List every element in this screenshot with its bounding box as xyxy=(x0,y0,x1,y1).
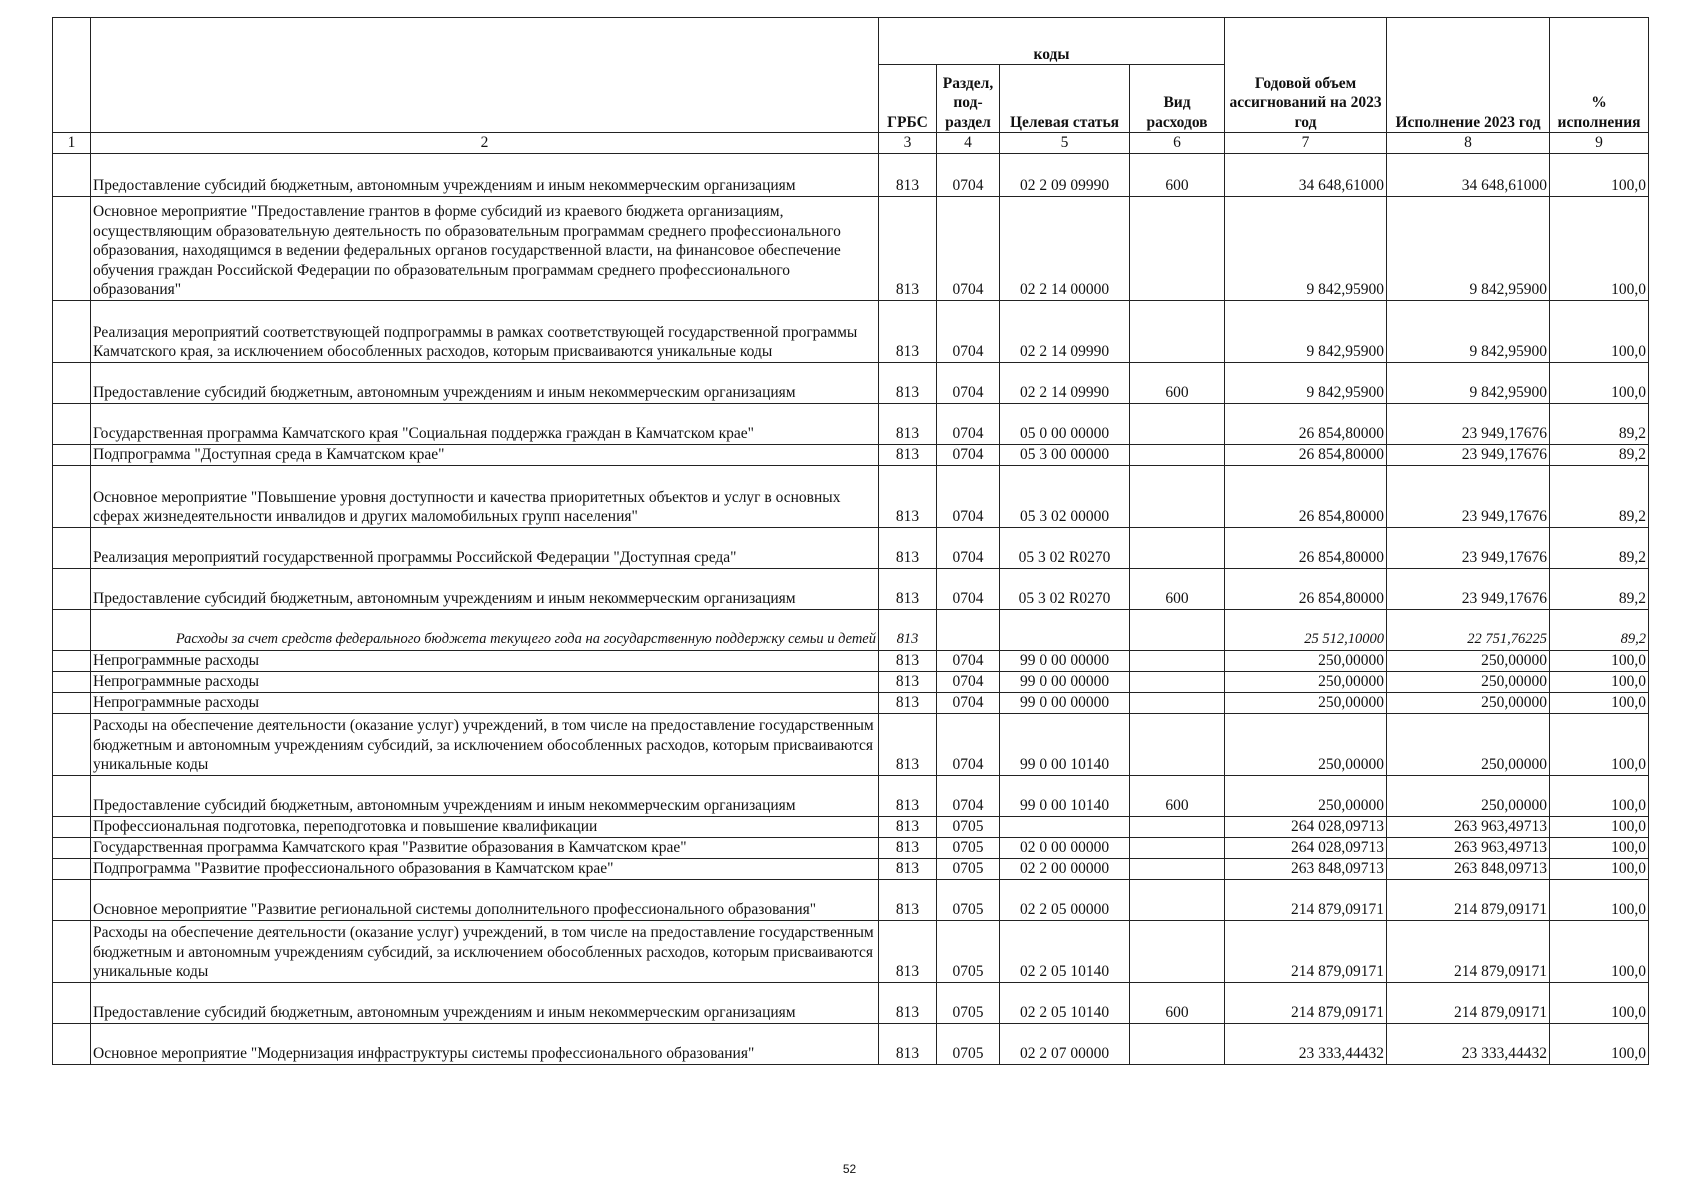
row-execution: 23 333,44432 xyxy=(1387,1023,1550,1064)
row-target: 99 0 00 00000 xyxy=(1000,692,1130,713)
row-target: 99 0 00 10140 xyxy=(1000,713,1130,775)
row-section: 0705 xyxy=(937,920,1000,982)
row-annual-volume: 26 854,80000 xyxy=(1225,568,1387,609)
row-name: Непрограммные расходы xyxy=(91,671,879,692)
column-number: 1 xyxy=(53,133,91,154)
row-expense-type xyxy=(1130,527,1225,568)
page-number: 52 xyxy=(842,1162,857,1176)
row-execution: 250,00000 xyxy=(1387,671,1550,692)
row-annual-volume: 25 512,10000 xyxy=(1225,609,1387,650)
row-execution: 34 648,61000 xyxy=(1387,153,1550,196)
header-col-1 xyxy=(53,18,91,133)
row-annual-volume: 250,00000 xyxy=(1225,713,1387,775)
header-codes: коды xyxy=(879,18,1225,65)
row-annual-volume: 264 028,09713 xyxy=(1225,816,1387,837)
row-execution: 263 963,49713 xyxy=(1387,837,1550,858)
row-grbs: 813 xyxy=(879,609,937,650)
row-target xyxy=(1000,609,1130,650)
row-index-cell xyxy=(53,527,91,568)
row-section: 0704 xyxy=(937,692,1000,713)
row-section: 0704 xyxy=(937,444,1000,465)
row-target: 99 0 00 10140 xyxy=(1000,775,1130,816)
row-execution: 214 879,09171 xyxy=(1387,920,1550,982)
row-grbs: 813 xyxy=(879,568,937,609)
row-expense-type xyxy=(1130,671,1225,692)
row-grbs: 813 xyxy=(879,300,937,362)
column-number: 3 xyxy=(879,133,937,154)
row-name: Государственная программа Камчатского края "Социальная поддержка граждан в Камчатском крае" xyxy=(91,403,879,444)
table-row xyxy=(53,153,1649,196)
table-row xyxy=(53,650,1649,671)
row-grbs: 813 xyxy=(879,775,937,816)
row-percent: 100,0 xyxy=(1550,982,1649,1023)
row-annual-volume: 9 842,95900 xyxy=(1225,362,1387,403)
row-index-cell xyxy=(53,671,91,692)
row-index-cell xyxy=(53,837,91,858)
row-target: 02 2 05 00000 xyxy=(1000,879,1130,920)
table-row xyxy=(53,879,1649,920)
row-grbs: 813 xyxy=(879,650,937,671)
row-section: 0704 xyxy=(937,775,1000,816)
header-row-top xyxy=(53,18,1649,65)
row-expense-type xyxy=(1130,444,1225,465)
row-percent: 100,0 xyxy=(1550,196,1649,300)
row-name: Реализация мероприятий соответствующей подпрограммы в рамках соответствующей государственной программы Камчатского края, за исключением обособленных расходов, которым присваиваются уникальные коды xyxy=(91,300,879,362)
row-percent: 100,0 xyxy=(1550,713,1649,775)
row-annual-volume: 23 333,44432 xyxy=(1225,1023,1387,1064)
table-row xyxy=(53,527,1649,568)
table-row xyxy=(53,920,1649,982)
row-name: Расходы за счет средств федерального бюджета текущего года на государственную поддержку семьи и детей xyxy=(91,609,879,650)
table-row xyxy=(53,362,1649,403)
row-grbs: 813 xyxy=(879,465,937,527)
row-execution: 23 949,17676 xyxy=(1387,527,1550,568)
row-execution: 250,00000 xyxy=(1387,692,1550,713)
row-grbs: 813 xyxy=(879,858,937,879)
row-execution: 263 963,49713 xyxy=(1387,816,1550,837)
row-execution: 263 848,09713 xyxy=(1387,858,1550,879)
row-expense-type xyxy=(1130,465,1225,527)
row-expense-type xyxy=(1130,713,1225,775)
table-row xyxy=(53,444,1649,465)
row-annual-volume: 264 028,09713 xyxy=(1225,837,1387,858)
header-col-2 xyxy=(91,18,879,133)
row-name: Непрограммные расходы xyxy=(91,692,879,713)
row-name: Расходы на обеспечение деятельности (оказание услуг) учреждений, в том числе на предоставление государственным бюджетным и автономным учреждениям субсидий, за исключением обособленных расходов, которым присваиваются уникальные коды xyxy=(91,920,879,982)
row-grbs: 813 xyxy=(879,713,937,775)
row-name: Основное мероприятие "Повышение уровня доступности и качества приоритетных объектов и услуг в основных сферах жизнедеятельности инвалидов и других маломобильных групп населения" xyxy=(91,465,879,527)
row-target: 02 2 09 09990 xyxy=(1000,153,1130,196)
row-percent: 100,0 xyxy=(1550,837,1649,858)
header-grbs: ГРБС xyxy=(879,65,937,133)
column-number: 9 xyxy=(1550,133,1649,154)
column-number: 8 xyxy=(1387,133,1550,154)
row-grbs: 813 xyxy=(879,837,937,858)
row-target: 02 2 14 00000 xyxy=(1000,196,1130,300)
row-execution: 23 949,17676 xyxy=(1387,444,1550,465)
row-section: 0704 xyxy=(937,527,1000,568)
row-target: 02 2 14 09990 xyxy=(1000,362,1130,403)
row-name: Подпрограмма "Развитие профессионального образования в Камчатском крае" xyxy=(91,858,879,879)
header-expense-type: Вид расходов xyxy=(1130,65,1225,133)
row-percent: 89,2 xyxy=(1550,403,1649,444)
row-expense-type xyxy=(1130,403,1225,444)
row-execution: 250,00000 xyxy=(1387,650,1550,671)
row-name: Непрограммные расходы xyxy=(91,650,879,671)
row-expense-type xyxy=(1130,920,1225,982)
row-target: 05 3 02 00000 xyxy=(1000,465,1130,527)
row-index-cell xyxy=(53,362,91,403)
row-expense-type: 600 xyxy=(1130,153,1225,196)
row-section: 0705 xyxy=(937,837,1000,858)
row-section: 0705 xyxy=(937,816,1000,837)
row-annual-volume: 26 854,80000 xyxy=(1225,444,1387,465)
table-row xyxy=(53,300,1649,362)
row-name: Реализация мероприятий государственной программы Российской Федерации "Доступная среда" xyxy=(91,527,879,568)
row-index-cell xyxy=(53,300,91,362)
row-percent: 100,0 xyxy=(1550,692,1649,713)
row-percent: 100,0 xyxy=(1550,300,1649,362)
row-annual-volume: 250,00000 xyxy=(1225,650,1387,671)
header-annual-volume: Годовой объем ассигнований на 2023 год xyxy=(1225,18,1387,133)
row-percent: 89,2 xyxy=(1550,568,1649,609)
row-execution: 9 842,95900 xyxy=(1387,196,1550,300)
row-target: 05 3 02 R0270 xyxy=(1000,527,1130,568)
table-row xyxy=(53,858,1649,879)
column-number: 2 xyxy=(91,133,879,154)
table-row xyxy=(53,1023,1649,1064)
column-number: 5 xyxy=(1000,133,1130,154)
row-target: 99 0 00 00000 xyxy=(1000,650,1130,671)
table-row xyxy=(53,465,1649,527)
row-percent: 100,0 xyxy=(1550,775,1649,816)
column-number: 7 xyxy=(1225,133,1387,154)
row-section: 0705 xyxy=(937,1023,1000,1064)
row-index-cell xyxy=(53,816,91,837)
row-section: 0704 xyxy=(937,568,1000,609)
row-section: 0705 xyxy=(937,858,1000,879)
row-index-cell xyxy=(53,775,91,816)
row-percent: 100,0 xyxy=(1550,153,1649,196)
row-name: Основное мероприятие "Модернизация инфраструктуры системы профессионального образования" xyxy=(91,1023,879,1064)
row-target: 02 2 07 00000 xyxy=(1000,1023,1130,1064)
row-percent: 100,0 xyxy=(1550,362,1649,403)
table-row xyxy=(53,568,1649,609)
column-number: 4 xyxy=(937,133,1000,154)
row-target: 05 3 02 R0270 xyxy=(1000,568,1130,609)
row-percent: 100,0 xyxy=(1550,816,1649,837)
table-row xyxy=(53,982,1649,1023)
row-execution: 214 879,09171 xyxy=(1387,982,1550,1023)
header-section: Раздел, под-раздел xyxy=(937,65,1000,133)
row-index-cell xyxy=(53,609,91,650)
table-row xyxy=(53,196,1649,300)
row-grbs: 813 xyxy=(879,527,937,568)
row-expense-type: 600 xyxy=(1130,775,1225,816)
row-expense-type xyxy=(1130,1023,1225,1064)
row-percent: 100,0 xyxy=(1550,858,1649,879)
row-section: 0704 xyxy=(937,671,1000,692)
row-expense-type xyxy=(1130,837,1225,858)
row-annual-volume: 9 842,95900 xyxy=(1225,300,1387,362)
row-expense-type xyxy=(1130,196,1225,300)
table-row xyxy=(53,713,1649,775)
row-section: 0705 xyxy=(937,982,1000,1023)
row-grbs: 813 xyxy=(879,982,937,1023)
row-grbs: 813 xyxy=(879,816,937,837)
row-percent: 89,2 xyxy=(1550,444,1649,465)
row-annual-volume: 26 854,80000 xyxy=(1225,527,1387,568)
row-name: Профессиональная подготовка, переподготовка и повышение квалификации xyxy=(91,816,879,837)
row-annual-volume: 26 854,80000 xyxy=(1225,465,1387,527)
row-name: Предоставление субсидий бюджетным, автономным учреждениям и иным некоммерческим организациям xyxy=(91,153,879,196)
row-index-cell xyxy=(53,196,91,300)
row-expense-type xyxy=(1130,609,1225,650)
row-annual-volume: 250,00000 xyxy=(1225,775,1387,816)
row-target: 02 2 05 10140 xyxy=(1000,982,1130,1023)
table-row xyxy=(53,816,1649,837)
row-annual-volume: 250,00000 xyxy=(1225,692,1387,713)
row-name: Основное мероприятие "Предоставление грантов в форме субсидий из краевого бюджета организациям, осуществляющим образовательную деятельность по образовательным программам среднего профессионального образования, находящимся в ведении федеральных органов государственной власти, на финансовое обеспечение обучения граждан Российской Федерации по образовательным программам среднего профессионального образования" xyxy=(91,196,879,300)
row-grbs: 813 xyxy=(879,692,937,713)
table-row xyxy=(53,671,1649,692)
row-section: 0705 xyxy=(937,879,1000,920)
row-expense-type: 600 xyxy=(1130,362,1225,403)
row-grbs: 813 xyxy=(879,1023,937,1064)
column-number: 6 xyxy=(1130,133,1225,154)
row-section: 0704 xyxy=(937,403,1000,444)
row-name: Основное мероприятие "Развитие региональной системы дополнительного профессионального образования" xyxy=(91,879,879,920)
row-expense-type: 600 xyxy=(1130,982,1225,1023)
row-index-cell xyxy=(53,879,91,920)
row-grbs: 813 xyxy=(879,920,937,982)
row-percent: 89,2 xyxy=(1550,609,1649,650)
row-index-cell xyxy=(53,403,91,444)
row-annual-volume: 250,00000 xyxy=(1225,671,1387,692)
row-index-cell xyxy=(53,444,91,465)
row-name: Подпрограмма "Доступная среда в Камчатском крае" xyxy=(91,444,879,465)
row-percent: 89,2 xyxy=(1550,527,1649,568)
row-name: Расходы на обеспечение деятельности (оказание услуг) учреждений, в том числе на предоставление государственным бюджетным и автономным учреждениям субсидий, за исключением обособленных расходов, которым присваиваются уникальные коды xyxy=(91,713,879,775)
row-section: 0704 xyxy=(937,196,1000,300)
row-index-cell xyxy=(53,568,91,609)
row-grbs: 813 xyxy=(879,671,937,692)
row-name: Предоставление субсидий бюджетным, автономным учреждениям и иным некоммерческим организациям xyxy=(91,362,879,403)
row-grbs: 813 xyxy=(879,879,937,920)
row-name: Предоставление субсидий бюджетным, автономным учреждениям и иным некоммерческим организациям xyxy=(91,775,879,816)
row-execution: 22 751,76225 xyxy=(1387,609,1550,650)
row-target: 05 0 00 00000 xyxy=(1000,403,1130,444)
row-percent: 100,0 xyxy=(1550,920,1649,982)
row-section: 0704 xyxy=(937,465,1000,527)
row-percent: 89,2 xyxy=(1550,465,1649,527)
row-target: 02 2 14 09990 xyxy=(1000,300,1130,362)
row-section: 0704 xyxy=(937,300,1000,362)
column-number-row xyxy=(53,133,1649,154)
row-index-cell xyxy=(53,692,91,713)
row-execution: 23 949,17676 xyxy=(1387,568,1550,609)
table-row xyxy=(53,837,1649,858)
row-index-cell xyxy=(53,920,91,982)
row-index-cell xyxy=(53,1023,91,1064)
table-row xyxy=(53,775,1649,816)
row-target xyxy=(1000,816,1130,837)
row-grbs: 813 xyxy=(879,362,937,403)
row-annual-volume: 9 842,95900 xyxy=(1225,196,1387,300)
row-target: 99 0 00 00000 xyxy=(1000,671,1130,692)
row-annual-volume: 214 879,09171 xyxy=(1225,982,1387,1023)
header-target: Целевая статья xyxy=(1000,65,1130,133)
row-annual-volume: 263 848,09713 xyxy=(1225,858,1387,879)
row-annual-volume: 214 879,09171 xyxy=(1225,920,1387,982)
row-execution: 214 879,09171 xyxy=(1387,879,1550,920)
row-percent: 100,0 xyxy=(1550,1023,1649,1064)
row-execution: 250,00000 xyxy=(1387,713,1550,775)
row-execution: 23 949,17676 xyxy=(1387,465,1550,527)
row-annual-volume: 214 879,09171 xyxy=(1225,879,1387,920)
row-section: 0704 xyxy=(937,713,1000,775)
row-expense-type xyxy=(1130,300,1225,362)
header-execution: Исполнение 2023 год xyxy=(1387,18,1550,133)
row-target: 02 0 00 00000 xyxy=(1000,837,1130,858)
row-section: 0704 xyxy=(937,650,1000,671)
row-index-cell xyxy=(53,153,91,196)
row-expense-type xyxy=(1130,858,1225,879)
row-expense-type xyxy=(1130,879,1225,920)
row-index-cell xyxy=(53,465,91,527)
row-name: Государственная программа Камчатского края "Развитие образования в Камчатском крае" xyxy=(91,837,879,858)
row-expense-type xyxy=(1130,650,1225,671)
row-percent: 100,0 xyxy=(1550,671,1649,692)
row-execution: 23 949,17676 xyxy=(1387,403,1550,444)
row-name: Предоставление субсидий бюджетным, автономным учреждениям и иным некоммерческим организациям xyxy=(91,568,879,609)
row-annual-volume: 26 854,80000 xyxy=(1225,403,1387,444)
row-target: 02 2 05 10140 xyxy=(1000,920,1130,982)
row-grbs: 813 xyxy=(879,196,937,300)
table-row xyxy=(53,692,1649,713)
budget-execution-table xyxy=(52,17,1649,1065)
row-grbs: 813 xyxy=(879,153,937,196)
row-index-cell xyxy=(53,650,91,671)
row-target: 05 3 00 00000 xyxy=(1000,444,1130,465)
row-expense-type xyxy=(1130,816,1225,837)
row-grbs: 813 xyxy=(879,444,937,465)
row-percent: 100,0 xyxy=(1550,650,1649,671)
row-grbs: 813 xyxy=(879,403,937,444)
row-execution: 9 842,95900 xyxy=(1387,300,1550,362)
row-target: 02 2 00 00000 xyxy=(1000,858,1130,879)
row-section: 0704 xyxy=(937,362,1000,403)
row-expense-type xyxy=(1130,692,1225,713)
row-index-cell xyxy=(53,713,91,775)
row-percent: 100,0 xyxy=(1550,879,1649,920)
row-section xyxy=(937,609,1000,650)
row-expense-type: 600 xyxy=(1130,568,1225,609)
row-annual-volume: 34 648,61000 xyxy=(1225,153,1387,196)
row-name: Предоставление субсидий бюджетным, автономным учреждениям и иным некоммерческим организациям xyxy=(91,982,879,1023)
table-row xyxy=(53,403,1649,444)
row-execution: 250,00000 xyxy=(1387,775,1550,816)
header-percent: % исполнения xyxy=(1550,18,1649,133)
row-index-cell xyxy=(53,858,91,879)
table-row xyxy=(53,609,1649,650)
row-section: 0704 xyxy=(937,153,1000,196)
row-execution: 9 842,95900 xyxy=(1387,362,1550,403)
row-index-cell xyxy=(53,982,91,1023)
